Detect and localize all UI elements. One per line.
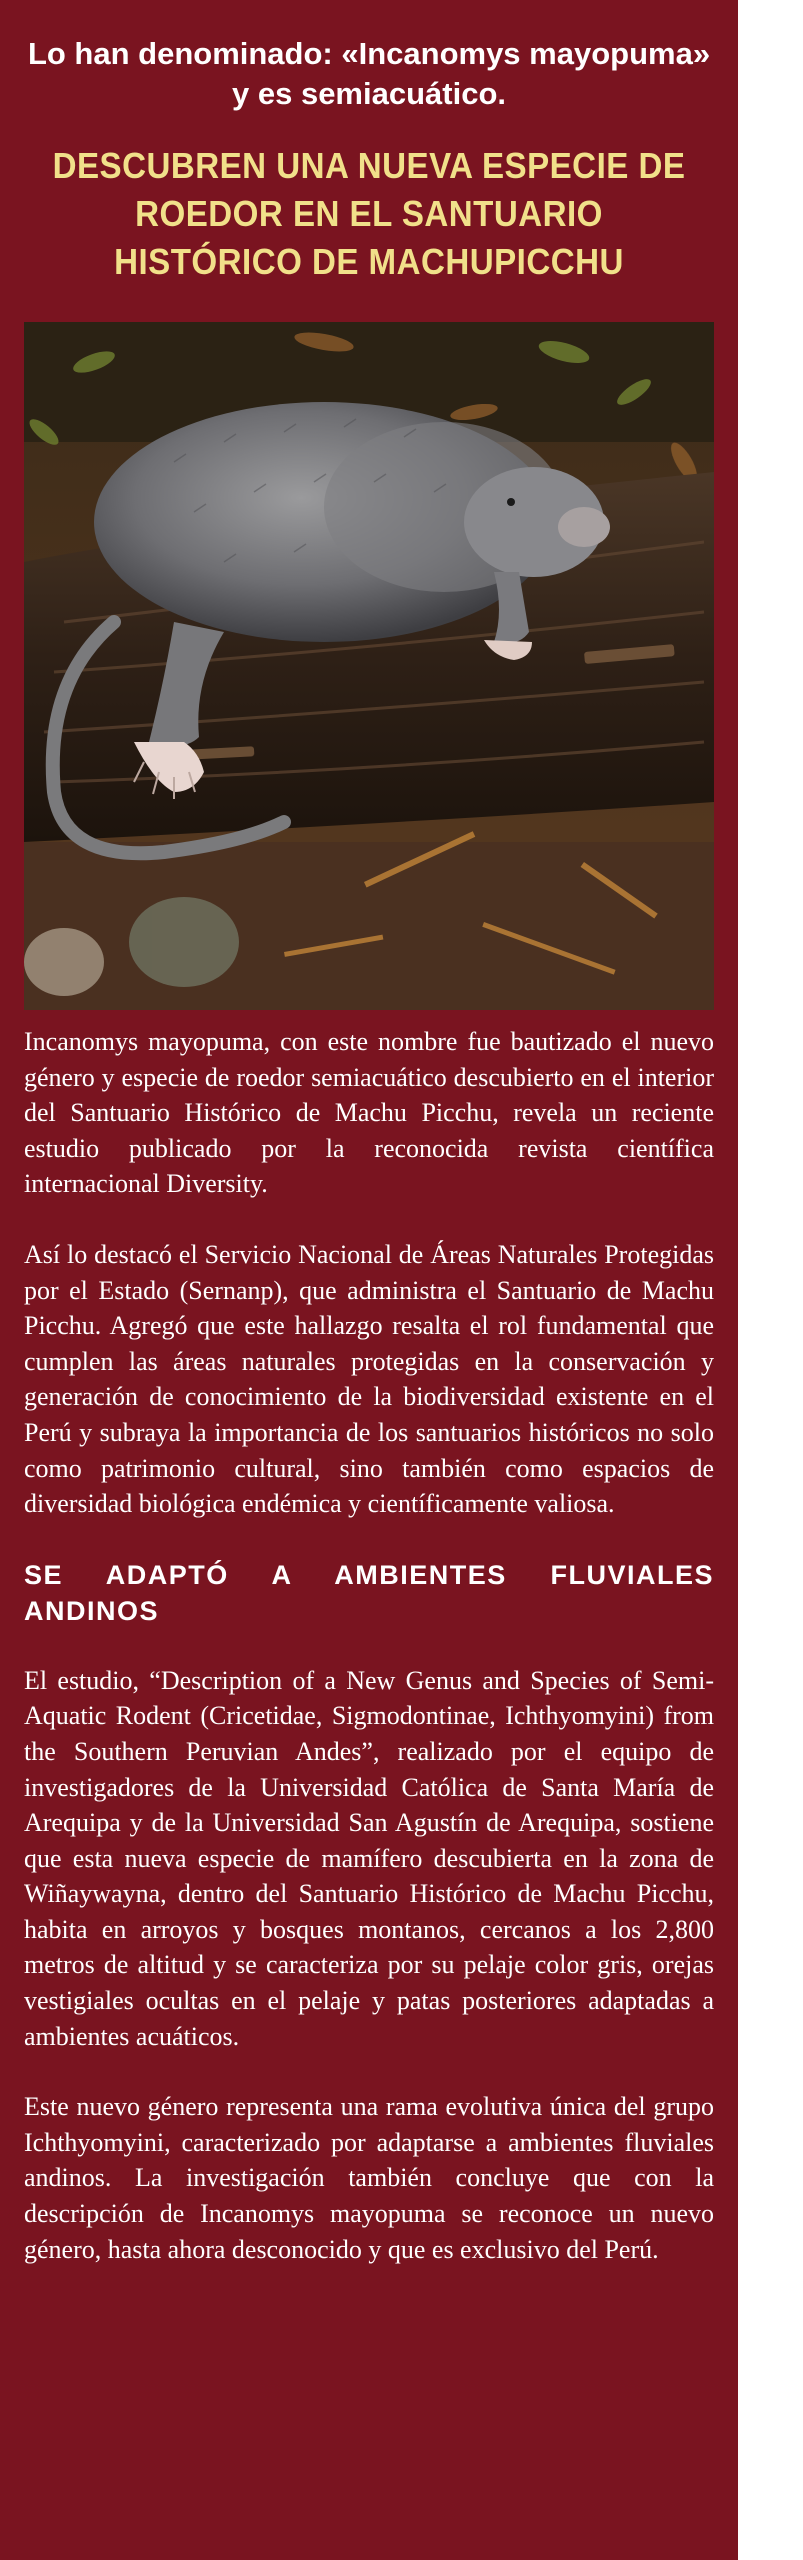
headline: DESCUBREN UNA NUEVA ESPECIE DE ROEDOR EN EL SANTUARIO HISTÓRICO DE MACHUPICCHU (52, 145, 686, 282)
rodent-photo (24, 322, 714, 1010)
rodent-photo-illustration (24, 322, 714, 1010)
subheading: SE ADAPTÓ A AMBIENTES FLUVIALES ANDINOS (24, 1559, 714, 1626)
paragraph-2: Así lo destacó el Servicio Nacional de Áreas Naturales Protegidas por el Estado (Sernanp), que administra el Santuario de Machu Picchu. Agregó que este hallazgo resalta el rol fundamental que cumplen las áreas naturales protegidas en la conservación y generación de conocimiento de la biodiversidad existente en el Perú y subraya la importancia de los santuarios históricos no solo como patrimonio cultural, sino también como espacios de diversidad biológica endémica y científicamente valiosa. (24, 1239, 714, 1519)
paragraph-1: Incanomys mayopuma, con este nombre fue bautizado el nuevo género y especie de roedor semiacuático descubierto en el interior del Santuario Histórico de Machu Picchu, revela un reciente estudio publicado por la reconocida revista científica internacional Diversity. (24, 1027, 714, 1199)
page-margin (738, 0, 803, 2560)
paragraph-4: Este nuevo género representa una rama evolutiva única del grupo Ichthyomyini, caracterizado por adaptarse a ambientes fluviales andinos. La investigación también concluye que con la descripción de Incanomys mayopuma se reconoce un nuevo género, hasta ahora desconocido y que es exclusivo del Perú. (24, 2092, 714, 2264)
paragraph-3: El estudio, “Description of a New Genus and Species of Semi-Aquatic Rodent (Cricetidae, Sigmodontinae, Ichthyomyini) from the Southern Peruvian Andes”, realizado por el equipo de investigadores de la Universidad Católica de Santa María de Arequipa y de la Universidad San Agustín de Arequipa, sostiene que esta nueva especie de mamífero descubierta en la zona de Wiñaywayna, dentro del Santuario Histórico de Machu Picchu, habita en arroyos y bosques montanos, cercanos a los 2,800 metros de altitud y se caracteriza por su pelaje color gris, orejas vestigiales ocultas en el pelaje y patas posteriores adaptadas a ambientes acuáticos. (24, 1665, 714, 2051)
kicker-text: Lo han denominado: «Incanomys mayopuma» y es semiacuático. (27, 36, 711, 111)
